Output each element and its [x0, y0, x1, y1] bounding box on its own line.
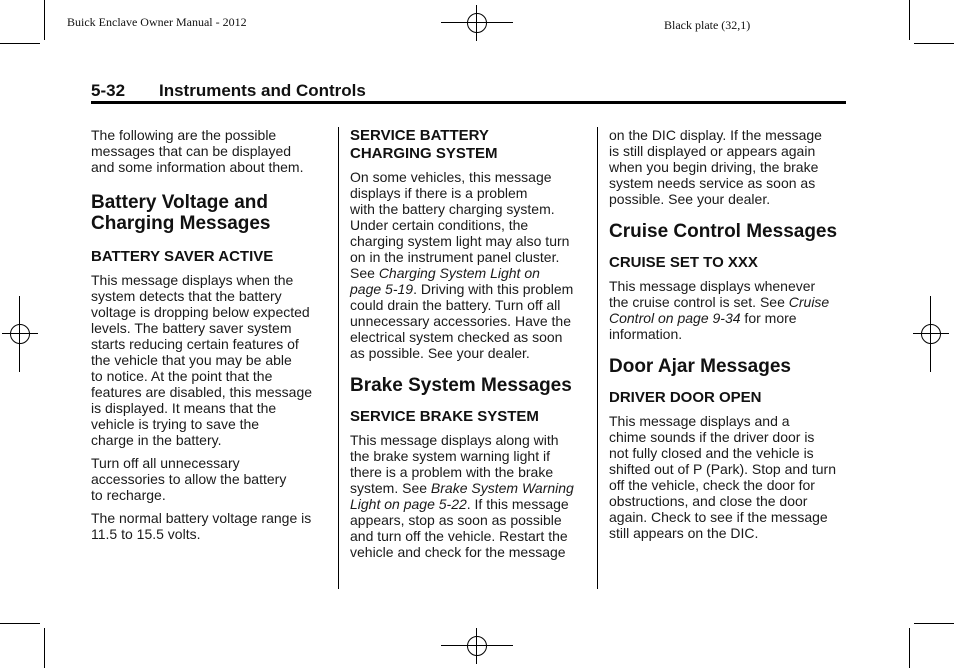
heading-brake-system: Brake System Messages	[350, 375, 572, 396]
crop-mark	[909, 628, 910, 668]
battery-saver-paragraph: This message displays when the system detects that the battery voltage is dropping below expected levels. The battery saver system starts reducing certain features of the vehicle that you may be able to notice. At the point that the features are disabled, this message is displayed. It means that the vehicle is trying to save the charge in the battery.	[91, 272, 313, 448]
column-divider	[338, 127, 339, 589]
running-head	[91, 81, 366, 101]
registration-mark-right	[913, 316, 949, 352]
crop-mark	[495, 645, 513, 646]
crop-mark	[44, 628, 45, 668]
charging-paragraph: On some vehicles, this message displays if there is a problem with the battery charging system. Under certain conditions, the charging system light may also turn on in the instrument panel cluster. See Charging System Light on page 5-19. Driving with this problem could drain the battery. Turn off all unnecessary accessories. Have the electrical system checked as soon as possible. See your dealer.	[350, 169, 574, 361]
charging-light-reference[interactable]: Charging System Light on	[378, 265, 540, 281]
registration-mark-bottom	[459, 628, 495, 664]
charging-light-page-ref[interactable]: page 5-19	[350, 281, 414, 297]
subheading-service-brake: SERVICE BRAKE SYSTEM	[350, 408, 539, 425]
crop-mark	[0, 623, 40, 624]
brake-warning-reference[interactable]: Brake System Warning	[430, 480, 574, 496]
crop-mark	[914, 43, 954, 44]
crop-mark	[44, 0, 45, 40]
cruise-paragraph: This message displays whenever the cruise control is set. See Cruise Control on page 9-34 for more information.	[609, 278, 830, 342]
crop-mark	[930, 296, 931, 316]
crop-mark	[930, 352, 931, 372]
turn-off-paragraph: Turn off all unnecessary accessories to allow the battery to recharge.	[91, 455, 287, 503]
brake-paragraph: This message displays along with the brake system warning light if there is a problem with the brake system. See Brake System Warning Light on page 5-22. If this message appears, stop as soon as possible and turn off the vehicle. Restart the vehicle and check for the message	[350, 432, 574, 560]
subheading-battery-saver: BATTERY SAVER ACTIVE	[91, 248, 274, 265]
subheading-service-battery: SERVICE BATTERY CHARGING SYSTEM	[350, 127, 498, 162]
crop-mark	[909, 0, 910, 40]
column-2	[350, 127, 588, 567]
column-divider	[597, 127, 598, 589]
header-rule	[91, 101, 846, 104]
brake-warning-page-ref[interactable]: Light on page 5-22	[350, 496, 467, 512]
heading-cruise-control: Cruise Control Messages	[609, 221, 838, 242]
registration-mark-top	[459, 5, 495, 41]
crop-mark	[441, 645, 459, 646]
crop-mark	[914, 623, 954, 624]
page-number: 5-32	[91, 81, 126, 100]
intro-paragraph: The following are the possible messages that can be displayed and some information about them.	[91, 127, 304, 175]
cruise-control-reference[interactable]: Cruise	[788, 294, 830, 310]
crop-mark	[0, 43, 40, 44]
normal-voltage-paragraph: The normal battery voltage range is 11.5 to 15.5 volts.	[91, 510, 312, 542]
subheading-cruise-set: CRUISE SET TO XXX	[609, 254, 758, 271]
crop-mark	[441, 22, 459, 23]
brake-continued-paragraph: on the DIC display. If the message is still displayed or appears again when you begin driving, the brake system needs service as soon as possible. See your dealer.	[609, 127, 822, 207]
crop-mark	[495, 22, 513, 23]
crop-mark	[19, 296, 20, 316]
registration-mark-left	[2, 316, 38, 352]
door-paragraph: This message displays and a chime sounds if the driver door is not fully closed and the vehicle is shifted out of P (Park). Stop and turn off the vehicle, check the door for obstructions, and close the door again. Check to see if the message still appears on the DIC.	[609, 413, 836, 541]
plate-label: Black plate (32,1)	[664, 18, 751, 32]
cruise-control-page-ref[interactable]: Control on page 9-34	[609, 310, 741, 326]
section-title: Instruments and Controls	[159, 81, 366, 100]
subheading-driver-door: DRIVER DOOR OPEN	[609, 389, 762, 406]
heading-door-ajar: Door Ajar Messages	[609, 356, 791, 377]
book-title: Buick Enclave Owner Manual - 2012	[67, 15, 247, 29]
heading-battery-voltage: Battery Voltage and Charging Messages	[91, 192, 271, 234]
column-1	[91, 127, 329, 549]
column-3	[609, 127, 847, 548]
crop-mark	[19, 352, 20, 372]
